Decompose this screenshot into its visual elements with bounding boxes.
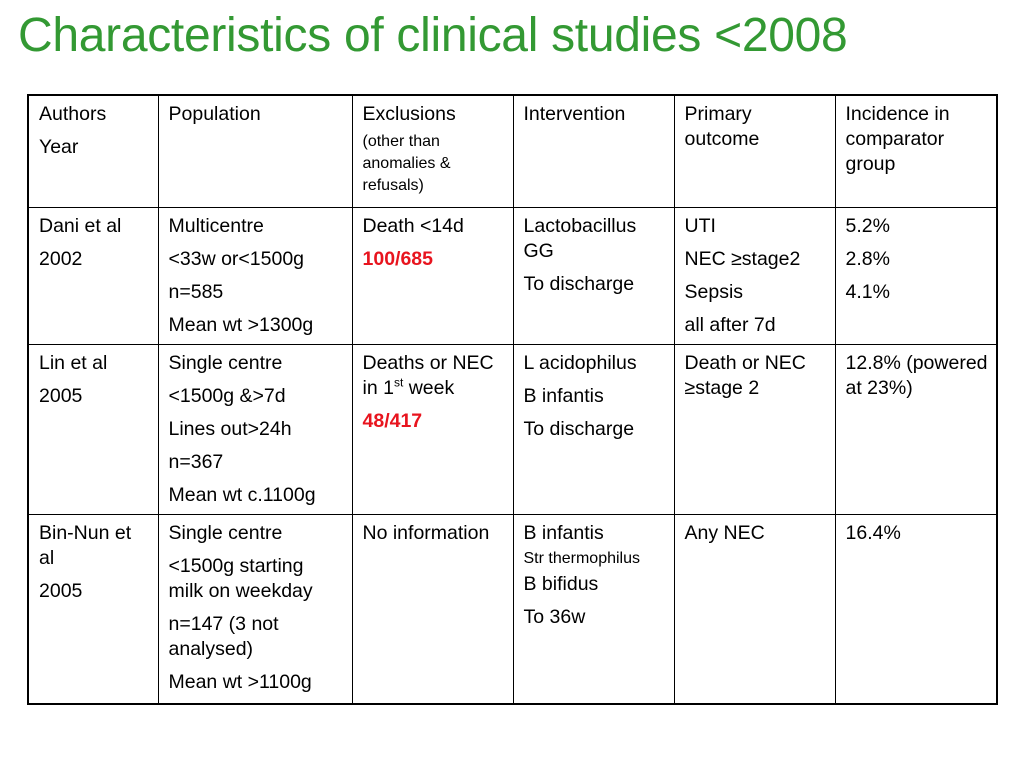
cell-exclusions xyxy=(352,207,513,344)
outcome-line: UTI xyxy=(684,214,716,237)
intervention-line: To 36w xyxy=(523,605,586,628)
population-line: <1500g starting milk on weekday xyxy=(168,554,313,602)
population-line: Lines out>24h xyxy=(168,417,292,440)
table-row xyxy=(28,514,997,704)
authors-text: Dani et al xyxy=(39,214,122,237)
incidence-line: 4.1% xyxy=(845,280,890,303)
authors-text: Lin et al xyxy=(39,351,108,374)
header-authors-year xyxy=(28,95,158,207)
exclusions-text: No information xyxy=(362,521,490,544)
year-text: 2005 xyxy=(39,384,83,407)
exclusions-text xyxy=(363,351,505,401)
cell-incidence xyxy=(835,514,997,704)
population-line: Single centre xyxy=(168,521,283,544)
population-line: n=147 (3 not analysed) xyxy=(168,612,279,660)
studies-table xyxy=(27,94,998,705)
exclusions-count: 48/417 xyxy=(362,409,423,432)
intervention-line: To discharge xyxy=(523,272,635,295)
cell-population xyxy=(158,514,352,704)
table-row xyxy=(28,344,997,514)
population-line: Mean wt >1300g xyxy=(168,313,314,336)
slide-title: Characteristics of clinical studies <2008 xyxy=(18,9,848,62)
exclusions-text-pre: Deaths or NEC in 1 xyxy=(362,351,494,399)
intervention-line: Lactobacillus GG xyxy=(523,214,637,262)
header-exclusions-cell xyxy=(352,95,513,207)
population-line: <33w or<1500g xyxy=(168,247,305,270)
year-text: 2005 xyxy=(39,579,83,602)
intervention-line-small: Str thermophilus xyxy=(523,549,640,567)
outcome-line: Any NEC xyxy=(684,521,765,544)
population-line: Single centre xyxy=(168,351,283,374)
header-exclusions: Exclusions xyxy=(362,103,456,125)
authors-text: Bin-Nun et al xyxy=(39,521,132,569)
cell-incidence xyxy=(835,344,997,514)
outcome-line: all after 7d xyxy=(684,313,776,336)
incidence-line: 12.8% (powered at 23%) xyxy=(845,351,988,399)
header-intervention: Intervention xyxy=(513,95,674,207)
cell-primary-outcome xyxy=(674,344,835,514)
population-line: Mean wt c.1100g xyxy=(168,483,316,506)
population-line: <1500g &>7d xyxy=(168,384,286,407)
incidence-line: 16.4% xyxy=(845,521,901,544)
header-incidence: Incidence in comparator group xyxy=(835,95,997,207)
header-authors: Authors xyxy=(39,103,107,125)
cell-incidence xyxy=(835,207,997,344)
cell-authors xyxy=(28,344,158,514)
cell-intervention xyxy=(513,344,674,514)
incidence-line: 5.2% xyxy=(845,214,890,237)
population-line: n=367 xyxy=(168,450,224,473)
outcome-line: NEC ≥stage2 xyxy=(684,247,801,270)
intervention-line: B infantis xyxy=(523,384,604,407)
cell-population xyxy=(158,344,352,514)
intervention-line: B bifidus xyxy=(523,572,599,595)
cell-exclusions xyxy=(352,514,513,704)
cell-authors xyxy=(28,207,158,344)
outcome-line: Sepsis xyxy=(684,280,744,303)
population-line: n=585 xyxy=(168,280,224,303)
exclusions-text-post: week xyxy=(408,376,455,399)
exclusions-text: Death <14d xyxy=(362,214,464,237)
outcome-line: Death or NEC ≥stage 2 xyxy=(684,351,806,399)
cell-intervention xyxy=(513,207,674,344)
year-text: 2002 xyxy=(39,247,83,270)
population-line: Multicentre xyxy=(168,214,264,237)
intervention-line: L acidophilus xyxy=(523,351,637,374)
population-line: Mean wt >1100g xyxy=(168,670,312,693)
cell-primary-outcome xyxy=(674,207,835,344)
header-primary-outcome: Primary outcome xyxy=(674,95,835,207)
header-exclusions-note: (other than anomalies & refusals) xyxy=(362,133,451,194)
header-year: Year xyxy=(39,136,79,158)
cell-population xyxy=(158,207,352,344)
table-row xyxy=(28,207,997,344)
cell-authors xyxy=(28,514,158,704)
cell-exclusions xyxy=(352,344,513,514)
intervention-line: To discharge xyxy=(523,417,635,440)
cell-intervention xyxy=(513,514,674,704)
incidence-line: 2.8% xyxy=(845,247,890,270)
header-population: Population xyxy=(158,95,352,207)
cell-primary-outcome xyxy=(674,514,835,704)
exclusions-count: 100/685 xyxy=(362,247,433,270)
intervention-line: B infantis xyxy=(523,521,604,544)
exclusions-text-sup: st xyxy=(393,375,404,389)
header-row xyxy=(28,95,997,207)
